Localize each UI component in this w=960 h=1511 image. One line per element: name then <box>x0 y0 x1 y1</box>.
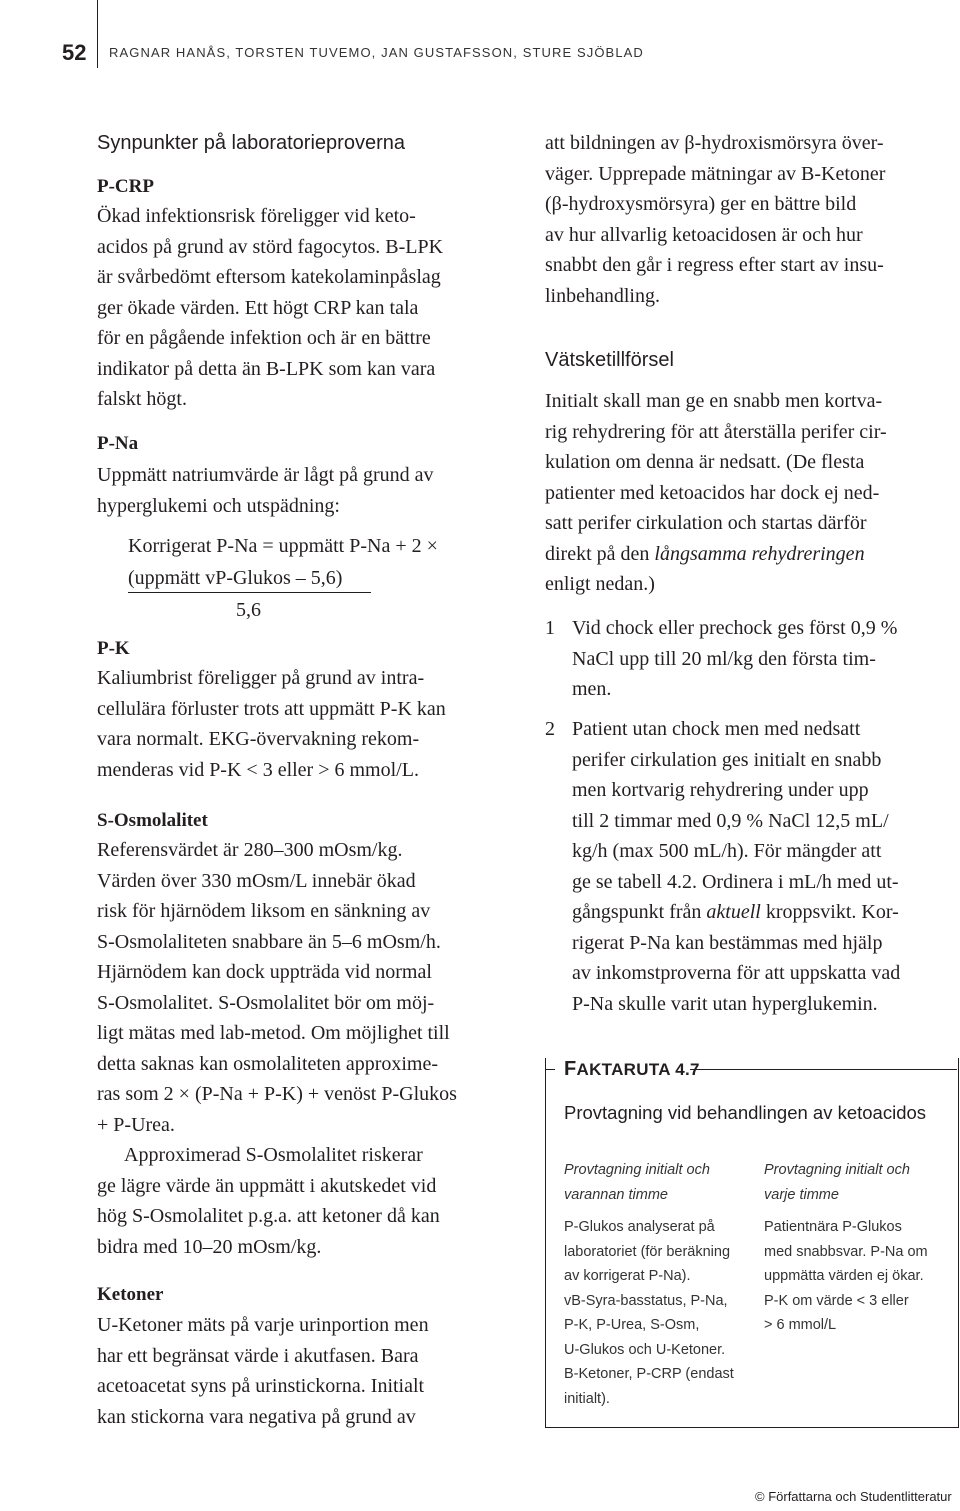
text-line <box>572 897 957 928</box>
text-line: perifer cirkulation ges initialt en snabb <box>572 748 882 771</box>
text-line: är svårbedömt eftersom katekolaminpåslag <box>97 266 441 288</box>
text-line: kan stickorna vara negativa på grund av <box>97 1405 416 1428</box>
text-line: > 6 mmol/L <box>764 1317 837 1333</box>
pna-text <box>97 460 507 521</box>
list-number: 1 <box>545 617 555 639</box>
factbox-column-1 <box>564 1158 749 1411</box>
text-line: Värden över 330 mOsm/L innebär ökad <box>97 869 416 892</box>
text-line: risk för hjärnödem liksom en sänkning av <box>97 900 431 922</box>
text-line: av inkomstproverna för att uppskatta vad <box>572 962 901 984</box>
text-line: initialt). <box>564 1390 610 1407</box>
text-line: Referensvärdet är 280–300 mOsm/kg. <box>97 839 403 861</box>
fraction-bar <box>128 592 371 593</box>
text-line: acetoacetat syns på urinstickorna. Initialt <box>97 1375 425 1397</box>
list-text <box>572 714 957 1019</box>
text-line: för en pågående infektion och är en bättre <box>97 327 431 349</box>
text-line: S-Osmolalitet. S-Osmolalitet bör om möj- <box>97 991 435 1014</box>
text-line: menderas vid P-K < 3 eller > 6 mmol/L. <box>97 758 419 781</box>
emphasis: aktuell <box>706 901 761 923</box>
text-line: bidra med 10–20 mOsm/kg. <box>97 1235 322 1258</box>
text-line: men kortvarig rehydrering under upp <box>572 779 869 801</box>
text-line: att bildningen av β-hydroxismörsyra över- <box>545 132 884 154</box>
text-line: U-Ketoner mäts på varje urinportion men <box>97 1314 429 1336</box>
text-line: patienter med ketoacidos har dock ej ned- <box>545 481 880 504</box>
text-line: enligt nedan.) <box>545 573 655 595</box>
text-line: till 2 timmar med 0,9 % NaCl 12,5 mL/ <box>572 809 889 832</box>
pna-heading: P-Na <box>97 433 139 454</box>
pcrp-heading: P-CRP <box>97 176 154 197</box>
text-line: laboratoriet (för beräkning <box>564 1243 731 1260</box>
text-line: hyperglukemi och utspädning: <box>97 494 340 517</box>
text-line: cellulära förluster trots att uppmätt P-K kan <box>97 697 446 720</box>
text-line: snabbt den går i regress efter start av insu- <box>545 254 884 276</box>
text-line: P-Na skulle varit utan hyperglukemin. <box>572 992 878 1015</box>
text-line: uppmätta värden ej ökar. <box>764 1268 924 1284</box>
text-line: Provtagning initialt och <box>764 1162 910 1178</box>
text-line: rigerat P-Na kan bestämmas med hjälp <box>572 931 883 954</box>
sosm-text <box>97 835 507 1262</box>
factbox-label <box>564 1058 700 1081</box>
formula-numerator: (uppmätt vP-Glukos – 5,6) <box>128 567 343 589</box>
text-line <box>545 539 957 570</box>
text-line: P-K om värde < 3 eller <box>764 1292 909 1309</box>
text-span: gångspunkt från <box>572 901 707 923</box>
text-line: kg/h (max 500 mL/h). För mängder att <box>572 840 882 862</box>
text-line: av korrigerat P-Na). <box>564 1268 691 1284</box>
header-divider <box>97 0 98 68</box>
text-line: Approximerad S-Osmolalitet riskerar <box>124 1144 423 1166</box>
pk-text <box>97 663 507 785</box>
text-line: P-K, P-Urea, S-Osm, <box>564 1317 700 1333</box>
factbox-title: Provtagning vid behandlingen av ketoacidos <box>564 1102 927 1123</box>
text-line: + P-Urea. <box>97 1113 175 1136</box>
pcrp-text <box>97 201 507 415</box>
text-line: ge lägre värde än uppmätt i akutskedet vid <box>97 1174 437 1197</box>
vatske-heading: Vätsketillförsel <box>545 349 674 371</box>
text-line: S-Osmolaliteten snabbare än 5–6 mOsm/h. <box>97 930 441 953</box>
text-line: P-Glukos analyserat på <box>564 1219 715 1235</box>
text-line: Kaliumbrist föreligger på grund av intra- <box>97 667 425 689</box>
factbox-column-heading <box>764 1158 949 1207</box>
text-line: ligt mätas med lab-metod. Om möjlighet till <box>97 1022 450 1044</box>
factbox-column-2 <box>764 1158 949 1338</box>
running-head: RAGNAR HANÅS, TORSTEN TUVEMO, JAN GUSTAFSSON, STURE SJÖBLAD <box>109 45 644 60</box>
emphasis: långsamma rehydreringen <box>654 542 865 565</box>
text-line: satt perifer cirkulation och startas därför <box>545 512 867 534</box>
text-line: av hur allvarlig ketoacidosen är och hur <box>545 223 863 246</box>
text-line: acidos på grund av störd fagocytos. B-LPK <box>97 235 444 258</box>
text-line: NaCl upp till 20 ml/kg den första tim- <box>572 647 876 670</box>
text-line: väger. Upprepade mätningar av B-Ketoner <box>545 162 886 185</box>
text-line: men. <box>572 678 612 700</box>
text-line: indikator på detta än B-LPK som kan vara <box>97 357 436 380</box>
text-line: (β-hydroxysmörsyra) ger en bättre bild <box>545 193 857 215</box>
text-line: Vid chock eller prechock ges först 0,9 % <box>572 617 898 639</box>
text-line: rig rehydrering för att återställa perifer cir- <box>545 420 887 443</box>
list-text <box>572 613 957 705</box>
text-line: varannan timme <box>564 1186 668 1203</box>
text-line: vara normalt. EKG-övervakning rekom- <box>97 728 420 750</box>
text-line: B-Ketoner, P-CRP (endast <box>564 1366 734 1382</box>
sosm-heading: S-Osmolalitet <box>97 810 208 831</box>
text-line: Uppmätt natriumvärde är lågt på grund av <box>97 464 434 486</box>
vatske-text <box>545 386 957 600</box>
text-line: ge se tabell 4.2. Ordinera i mL/h med ut- <box>572 870 899 893</box>
text-line: hög S-Osmolalitet p.g.a. att ketoner då kan <box>97 1205 440 1227</box>
text-line: vB-Syra-basstatus, P-Na, <box>564 1292 728 1309</box>
text-line: ger ökade värden. Ett högt CRP kan tala <box>97 296 419 319</box>
continuation-text <box>545 128 957 311</box>
factbox-border-top <box>690 1069 957 1070</box>
text-span: direkt på den <box>545 542 655 565</box>
list-number: 2 <box>545 718 555 740</box>
text-line: linbehandling. <box>545 284 660 307</box>
pk-heading: P-K <box>97 638 130 659</box>
formula-denominator: 5,6 <box>236 599 261 621</box>
factbox-border-top <box>545 1069 555 1070</box>
factbox-column-heading <box>564 1158 749 1207</box>
text-line: falskt högt. <box>97 388 187 410</box>
text-line: detta saknas kan osmolaliteten approxime- <box>97 1052 439 1075</box>
text-line: med snabbsvar. P-Na om <box>764 1243 928 1260</box>
page-number: 52 <box>62 40 87 65</box>
ketoner-text <box>97 1310 507 1432</box>
factbox-label-initial: F <box>564 1058 577 1080</box>
ketoner-heading: Ketoner <box>97 1284 164 1305</box>
factbox-label-rest: AKTARUTA 4.7 <box>576 1060 700 1079</box>
text-line: kulation om denna är nedsatt. (De flesta <box>545 451 865 473</box>
text-line: varje timme <box>764 1186 839 1203</box>
text-line: Patientnära P-Glukos <box>764 1219 902 1235</box>
section-title: Synpunkter på laboratorieproverna <box>97 132 405 154</box>
text-line: Initialt skall man ge en snabb men kortva- <box>545 390 883 412</box>
text-span: kroppsvikt. Kor- <box>760 901 899 923</box>
text-line: har ett begränsat värde i akutfasen. Bara <box>97 1344 419 1367</box>
copyright-footer: © Författarna och Studentlitteratur <box>755 1489 952 1504</box>
text-line: Patient utan chock men med nedsatt <box>572 718 861 740</box>
text-line: Hjärnödem kan dock uppträda vid normal <box>97 961 432 983</box>
text-line: Ökad infektionsrisk föreligger vid keto- <box>97 205 416 227</box>
text-line: ras som 2 × (P-Na + P-K) + venöst P-Glukos <box>97 1083 457 1105</box>
text-line: Provtagning initialt och <box>564 1162 710 1178</box>
text-line: U-Glukos och U-Ketoner. <box>564 1341 726 1358</box>
formula-line: Korrigerat P-Na = uppmätt P-Na + 2 × <box>128 535 438 557</box>
